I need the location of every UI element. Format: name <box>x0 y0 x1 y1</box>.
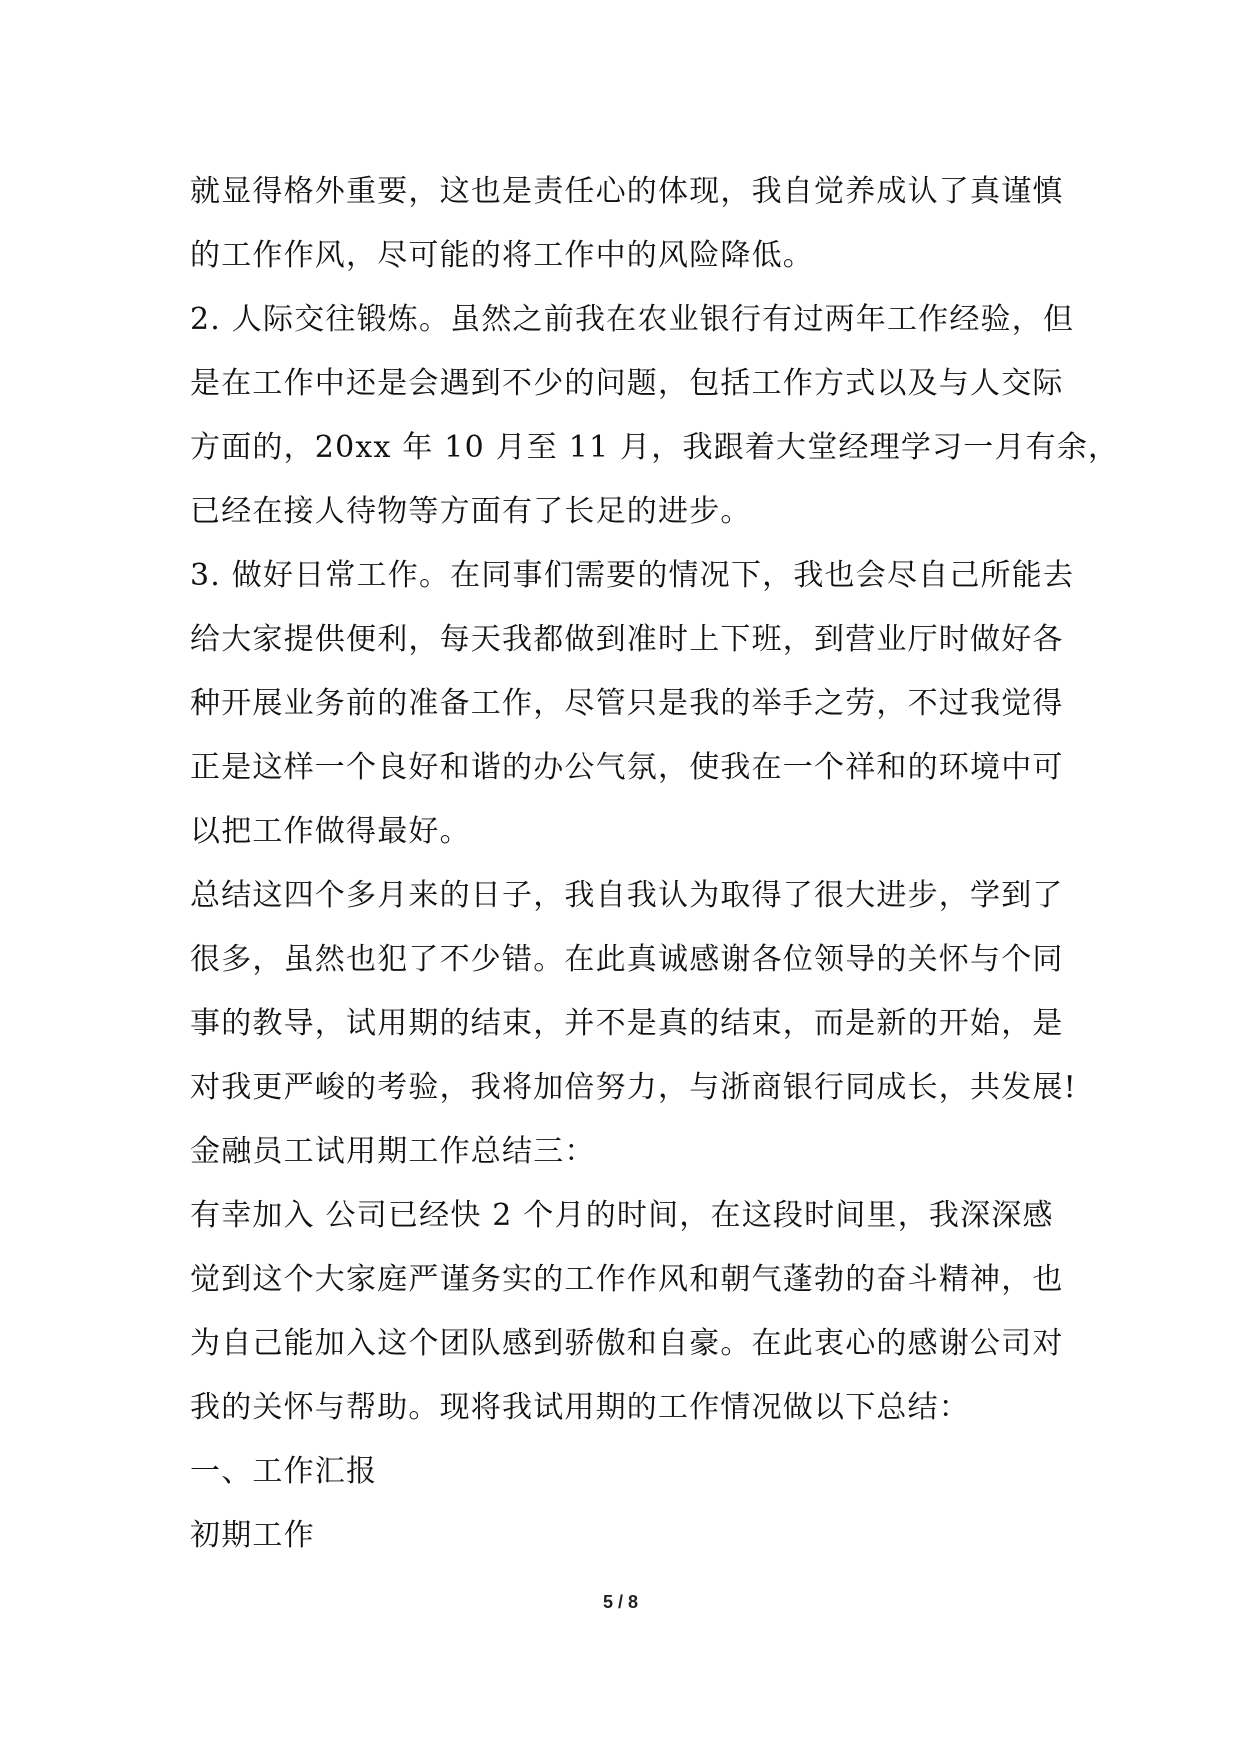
text-line: 的工作作风，尽可能的将工作中的风险降低。 <box>190 238 814 273</box>
heading-work-report: 一、工作汇报 <box>190 1454 378 1489</box>
text-line: 事的教导，试用期的结束，并不是真的结束，而是新的开始，是 <box>190 1006 1064 1041</box>
text-line: 对我更严峻的考验，我将加倍努力，与浙商银行同成长，共发展! <box>190 1070 1077 1105</box>
text-line: 很多，虽然也犯了不少错。在此真诚感谢各位领导的关怀与个同 <box>190 942 1064 977</box>
page-number: 5 / 8 <box>602 1592 639 1612</box>
text-line: 3. 做好日常工作。在同事们需要的情况下，我也会尽自己所能去 <box>190 558 1075 593</box>
text-line: 2. 人际交往锻炼。虽然之前我在农业银行有过两年工作经验，但 <box>190 302 1075 337</box>
text-line: 以把工作做得最好。 <box>190 814 471 849</box>
text-line: 总结这四个多月来的日子，我自我认为取得了很大进步，学到了 <box>190 878 1064 913</box>
subheading-initial-work: 初期工作 <box>190 1518 315 1553</box>
text-line: 为自己能加入这个团队感到骄傲和自豪。在此衷心的感谢公司对 <box>190 1326 1064 1361</box>
text-line: 我的关怀与帮助。现将我试用期的工作情况做以下总结： <box>190 1390 970 1425</box>
text-line: 觉到这个大家庭严谨务实的工作作风和朝气蓬勃的奋斗精神，也 <box>190 1262 1064 1297</box>
text-line: 是在工作中还是会遇到不少的问题，包括工作方式以及与人交际 <box>190 366 1064 401</box>
text-line: 方面的，20xx 年 10 月至 11 月，我跟着大堂经理学习一月有余， <box>190 430 1120 465</box>
section-title: 金融员工试用期工作总结三： <box>190 1134 596 1169</box>
text-line: 就显得格外重要，这也是责任心的体现，我自觉养成认了真谨慎 <box>190 174 1064 209</box>
text-line: 正是这样一个良好和谐的办公气氛，使我在一个祥和的环境中可 <box>190 750 1064 785</box>
text-line: 有幸加入 公司已经快 2 个月的时间，在这段时间里，我深深感 <box>190 1198 1054 1233</box>
text-line: 种开展业务前的准备工作，尽管只是我的举手之劳，不过我觉得 <box>190 686 1064 721</box>
body-text <box>190 160 1120 1568</box>
text-line: 给大家提供便利，每天我都做到准时上下班，到营业厅时做好各 <box>190 622 1064 657</box>
text-line: 已经在接人待物等方面有了长足的进步。 <box>190 494 752 529</box>
